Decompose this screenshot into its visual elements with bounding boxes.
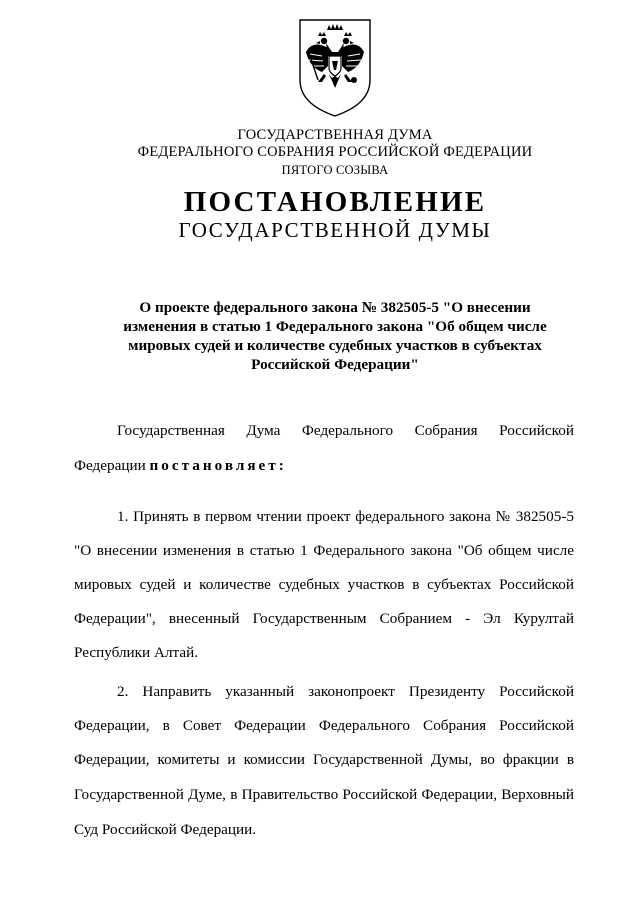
intro-line: Государственная Дума Федерального Собрания Российской	[117, 422, 574, 439]
coat-of-arms-emblem	[296, 16, 374, 118]
item1-line: 1. Принять в первом чтении проект федерального закона № 382505-5	[117, 508, 574, 525]
org-line-state-duma: ГОСУДАРСТВЕННАЯ ДУМА	[237, 127, 433, 143]
item1-line: мировых судей и количестве судебных участков в субъектах Российской	[74, 576, 574, 593]
item1-line: "О внесении изменения в статью 1 Федерального закона "Об общем числе	[74, 542, 574, 559]
item2-line: 2. Направить указанный законопроект Президенту Российской	[117, 683, 574, 700]
subject-line: Российской Федерации"	[251, 356, 419, 373]
intro-line-resolves	[74, 456, 574, 475]
item1-line: Федерации", внесенный Государственным Собранием - Эл Курултай	[74, 610, 574, 627]
document-subtitle: ГОСУДАРСТВЕННОЙ ДУМЫ	[178, 218, 492, 242]
item2-line: Государственной Думе, в Правительство Российской Федерации, Верховный	[74, 786, 574, 803]
org-line-convocation: ПЯТОГО СОЗЫВА	[281, 163, 389, 177]
item2-line: Федерации, комитеты и комиссии Государственной Думы, во фракции в	[74, 751, 574, 768]
resolves-emphasis: постановляет:	[149, 457, 287, 474]
document-title: ПОСТАНОВЛЕНИЕ	[183, 186, 487, 218]
subject-line: О проекте федерального закона № 382505-5 "О внесении	[139, 299, 531, 316]
resolution-subject	[80, 298, 590, 374]
item2-line: Суд Российской Федерации.	[74, 821, 257, 838]
subject-line: мировых судей и количестве судебных участков в субъектах	[128, 337, 542, 354]
item1-line: Республики Алтай.	[74, 644, 199, 661]
subject-line: изменения в статью 1 Федерального закона "Об общем числе	[123, 318, 547, 335]
intro-prefix: Федерации	[74, 457, 150, 474]
org-line-federal-assembly: ФЕДЕРАЛЬНОГО СОБРАНИЯ РОССИЙСКОЙ ФЕДЕРАЦИИ	[137, 144, 533, 160]
item2-line: Федерации, в Совет Федерации Федерального Собрания Российской	[74, 717, 574, 734]
